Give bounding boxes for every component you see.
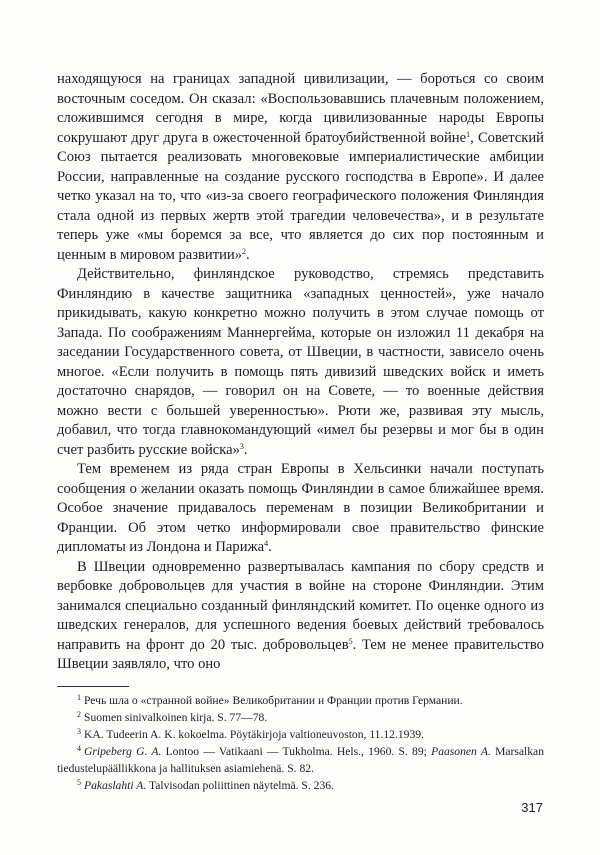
text-run: . Тем не менее правительство Швеции заявляло, что оно bbox=[57, 636, 544, 672]
footnote-ref: 3 bbox=[239, 441, 244, 451]
text-run: . bbox=[268, 539, 272, 555]
footnote-ref: 4 bbox=[264, 539, 269, 548]
text-run: находящуюся на границах западной цивилизации, — бороться со своим восточным соседом. Он сказал: «Воспользовавшись плачевным положением, сложившимся сегодня в мире, когда цивилизованные народы Европы сокрушают друг друга в ожесточенной братоубийственной войне bbox=[57, 71, 544, 146]
footnote-text: Suomen sinivalkoinen kirja. S. 77—78. bbox=[84, 711, 268, 724]
paragraph bbox=[57, 70, 544, 265]
footnote bbox=[57, 692, 544, 709]
page-number: 317 bbox=[521, 800, 543, 815]
footnote-text: Marsalkan tiedustelupäällikkona ja hallituksen asiamiehenä. S. 82. bbox=[57, 745, 545, 775]
footnote-ref: 1 bbox=[466, 129, 471, 139]
footnote-number: 3 bbox=[77, 727, 81, 736]
footnote bbox=[57, 743, 544, 777]
footnote-text: Lontoo — Vatikaani — Tukholma. Hels., 1960. S. 89; bbox=[161, 745, 432, 758]
footnote-number: 5 bbox=[77, 778, 81, 787]
footnotes bbox=[57, 692, 544, 794]
footnote-divider bbox=[57, 686, 129, 687]
footnote-text: KA. Tudeerin A. K. kokoelma. Pöytäkirjoja valtioneuvoston, 11.12.1939. bbox=[84, 728, 424, 741]
footnote-author: Pakaslahti A. bbox=[84, 779, 147, 792]
footnote-author: Paasonen A. bbox=[431, 745, 491, 758]
paragraph bbox=[57, 558, 544, 675]
footnote-author: Gripeberg G. A. bbox=[84, 745, 162, 758]
footnote bbox=[57, 709, 544, 726]
footnote-number: 1 bbox=[77, 693, 81, 702]
text-run: Действительно, финляндское руководство, стремясь представить Финляндию в качестве защитника «западных ценностей», уже начало прикидывать, какую конкретно можно получить в этом случае помощь от Запада. По соображениям Маннергейма, которые он изложил 11 декабря на заседании Государственного совета, от Швеции, в частности, зависело очень многое. «Если получить в помощь пять дивизий шведских войск и иметь достаточно снарядов, — говорил он на Совете, — то военные действия можно вести с большей уверенностью». Рюти же, развивая эту мысль, добавил, что тогда главнокомандующий «имел бы резервы и мог бы в один счет разбить русские войска» bbox=[57, 266, 544, 458]
footnote-number: 2 bbox=[77, 710, 81, 719]
footnote-text: Речь шла о «странной войне» Великобритании и Франции против Германии. bbox=[84, 694, 463, 707]
text-run: Тем временем из ряда стран Европы в Хельсинки начали поступать сообщения о желании оказать помощь Финляндии в самое ближайшее время. Особое значение придавалось переменам в позиции Великобритании и Франции. Об этом четко информировали свое правительство финские дипломаты из Лондона и Парижа bbox=[57, 461, 544, 555]
footnote-text: Talvisodan poliittinen näytelmä. S. 236. bbox=[146, 779, 334, 792]
footnote bbox=[57, 726, 544, 743]
text-run: , Советский Союз пытается реализовать многовековые империалистические амбиции России, направленные на создание русского господства в Европе». И далее четко указал на то, что «из-за своего географического положения Финляндия стала одной из первых жертв этой трагедии человечества», и в результате теперь уже «мы боремся за все, что является до сих пор постоянным и ценным в мировом развитии» bbox=[57, 129, 544, 263]
text-run: В Швеции одновременно развертывалась кампания по сбору средств и вербовке добровольцев для участия в войне на стороне Финляндии. Этим занимался специально созданный финляндский комитет. По оценке одного из шведских генералов, для успешного ведения боевых действий требовалось направить на фронт до 20 тыс. добровольцев bbox=[57, 558, 544, 653]
footnote-number: 4 bbox=[77, 744, 81, 753]
footnote-ref: 2 bbox=[242, 246, 247, 256]
footnote bbox=[57, 777, 544, 794]
paragraph bbox=[57, 460, 544, 558]
text-run: . bbox=[246, 246, 250, 263]
paragraph bbox=[57, 265, 544, 460]
footnote-ref: 5 bbox=[348, 636, 353, 646]
text-run: . bbox=[243, 441, 248, 458]
main-text bbox=[57, 70, 544, 675]
